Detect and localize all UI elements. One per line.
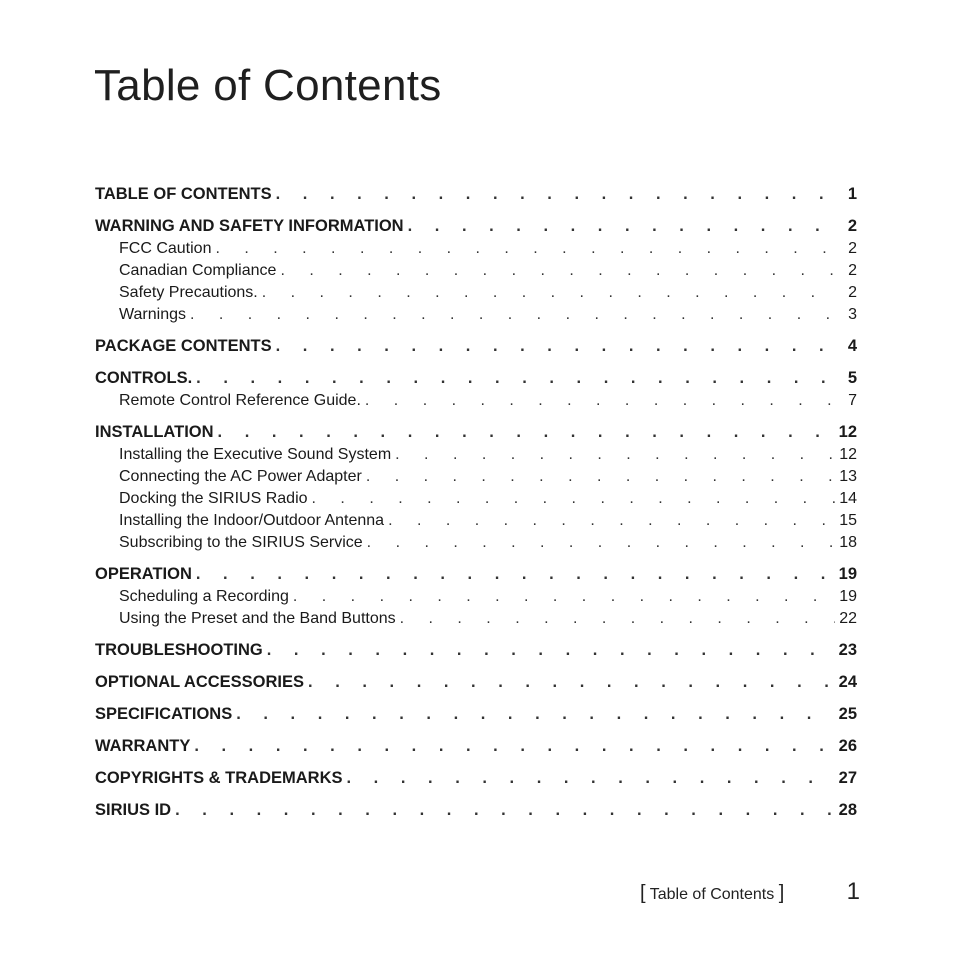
toc-subentry[interactable] bbox=[95, 468, 857, 490]
toc-subentry[interactable] bbox=[95, 306, 857, 328]
dot-leader bbox=[308, 673, 835, 692]
dot-leader bbox=[388, 512, 835, 530]
toc-entry[interactable] bbox=[95, 185, 857, 208]
toc-subentry-page-number: 3 bbox=[848, 306, 857, 323]
table-of-contents bbox=[95, 185, 857, 833]
toc-entry-page-number: 28 bbox=[838, 801, 857, 819]
toc-entry-label: TABLE OF CONTENTS bbox=[95, 185, 272, 203]
toc-section bbox=[95, 641, 857, 664]
toc-entry[interactable] bbox=[95, 337, 857, 360]
toc-entry-label: PACKAGE CONTENTS bbox=[95, 337, 272, 355]
toc-section bbox=[95, 369, 857, 414]
toc-subentry-page-number: 7 bbox=[848, 392, 857, 409]
toc-subentry-page-number: 18 bbox=[839, 534, 857, 551]
toc-section bbox=[95, 185, 857, 208]
toc-subentry[interactable] bbox=[95, 446, 857, 468]
toc-entry[interactable] bbox=[95, 769, 857, 792]
toc-entry-label: INSTALLATION bbox=[95, 423, 214, 441]
toc-subentry[interactable] bbox=[95, 512, 857, 534]
toc-subentry-page-number: 13 bbox=[839, 468, 857, 485]
toc-subentry[interactable] bbox=[95, 392, 857, 414]
dot-leader bbox=[196, 565, 835, 584]
toc-subentry-label: Canadian Compliance bbox=[119, 262, 277, 279]
toc-entry-label: WARRANTY bbox=[95, 737, 191, 755]
toc-subentry-label: Subscribing to the SIRIUS Service bbox=[119, 534, 363, 551]
toc-entry-page-number: 12 bbox=[838, 423, 857, 441]
toc-subentry-label: Warnings bbox=[119, 306, 186, 323]
toc-subentry-label: Docking the SIRIUS Radio bbox=[119, 490, 308, 507]
toc-subentry-page-number: 22 bbox=[839, 610, 857, 627]
dot-leader bbox=[395, 446, 835, 464]
dot-leader bbox=[367, 534, 836, 552]
toc-subentry[interactable] bbox=[95, 534, 857, 556]
toc-subentry-page-number: 19 bbox=[839, 588, 857, 605]
toc-subentry-page-number: 14 bbox=[839, 490, 857, 507]
dot-leader bbox=[194, 737, 834, 756]
toc-subentry[interactable] bbox=[95, 588, 857, 610]
dot-leader bbox=[408, 217, 837, 236]
toc-entry-label: CONTROLS. bbox=[95, 369, 193, 387]
toc-entry-label: OPERATION bbox=[95, 565, 192, 583]
toc-entry[interactable] bbox=[95, 565, 857, 588]
toc-section bbox=[95, 217, 857, 328]
dot-leader bbox=[215, 240, 837, 258]
page-footer bbox=[640, 880, 860, 910]
toc-entry-page-number: 23 bbox=[838, 641, 857, 659]
toc-entry-label: SIRIUS ID bbox=[95, 801, 172, 819]
toc-entry-page-number: 2 bbox=[847, 217, 857, 235]
toc-subentry-label: FCC Caution bbox=[119, 240, 212, 257]
dot-leader bbox=[276, 185, 837, 204]
toc-subentry-page-number: 2 bbox=[848, 284, 857, 301]
toc-subentry-label: Using the Preset and the Band Buttons bbox=[119, 610, 396, 627]
toc-entry[interactable] bbox=[95, 217, 857, 240]
toc-section bbox=[95, 737, 857, 760]
footer-bracket-close: ] bbox=[778, 882, 785, 904]
toc-entry-page-number: 1 bbox=[847, 185, 857, 203]
toc-entry[interactable] bbox=[95, 423, 857, 446]
toc-subentry-label: Installing the Indoor/Outdoor Antenna bbox=[119, 512, 385, 529]
toc-entry-label: COPYRIGHTS & TRADEMARKS bbox=[95, 769, 343, 787]
toc-subentry-label: Installing the Executive Sound System bbox=[119, 446, 392, 463]
toc-entry-page-number: 4 bbox=[847, 337, 857, 355]
toc-section bbox=[95, 769, 857, 792]
toc-entry-page-number: 27 bbox=[838, 769, 857, 787]
toc-subentry[interactable] bbox=[95, 490, 857, 512]
dot-leader bbox=[267, 641, 835, 660]
toc-subentry-label: Remote Control Reference Guide. bbox=[119, 392, 361, 409]
toc-entry-page-number: 5 bbox=[847, 369, 857, 387]
toc-entry-label: TROUBLESHOOTING bbox=[95, 641, 263, 659]
dot-leader bbox=[400, 610, 836, 628]
toc-section bbox=[95, 673, 857, 696]
toc-subentry[interactable] bbox=[95, 262, 857, 284]
toc-entry[interactable] bbox=[95, 673, 857, 696]
dot-leader bbox=[347, 769, 835, 788]
toc-subentry-page-number: 15 bbox=[839, 512, 857, 529]
toc-section bbox=[95, 423, 857, 556]
toc-entry-label: WARNING AND SAFETY INFORMATION bbox=[95, 217, 404, 235]
dot-leader bbox=[280, 262, 837, 280]
toc-entry[interactable] bbox=[95, 737, 857, 760]
toc-subentry-page-number: 2 bbox=[848, 262, 857, 279]
toc-entry-page-number: 25 bbox=[838, 705, 857, 723]
toc-entry-page-number: 24 bbox=[838, 673, 857, 691]
toc-subentry[interactable] bbox=[95, 284, 857, 306]
toc-subentry[interactable] bbox=[95, 610, 857, 632]
dot-leader bbox=[175, 801, 835, 820]
toc-entry-page-number: 26 bbox=[838, 737, 857, 755]
footer-page-number: 1 bbox=[846, 878, 860, 905]
toc-entry-page-number: 19 bbox=[838, 565, 857, 583]
toc-entry-label: SPECIFICATIONS bbox=[95, 705, 233, 723]
dot-leader bbox=[276, 337, 837, 356]
dot-leader bbox=[236, 705, 834, 724]
dot-leader bbox=[312, 490, 836, 508]
toc-entry[interactable] bbox=[95, 641, 857, 664]
toc-entry[interactable] bbox=[95, 705, 857, 728]
page-title: Table of Contents bbox=[94, 61, 442, 110]
dot-leader bbox=[262, 284, 837, 302]
dot-leader bbox=[366, 468, 835, 486]
toc-section bbox=[95, 705, 857, 728]
toc-subentry-page-number: 2 bbox=[848, 240, 857, 257]
toc-section bbox=[95, 337, 857, 360]
dot-leader bbox=[196, 369, 837, 388]
footer-bracket-open: [ bbox=[640, 882, 646, 904]
dot-leader bbox=[293, 588, 835, 606]
footer-section-label bbox=[640, 882, 784, 905]
dot-leader bbox=[218, 423, 835, 442]
toc-entry[interactable] bbox=[95, 801, 857, 824]
footer-label-text: Table of Contents bbox=[649, 886, 775, 903]
toc-section bbox=[95, 565, 857, 632]
toc-subentry-label: Connecting the AC Power Adapter bbox=[119, 468, 362, 485]
toc-subentry-label: Safety Precautions. bbox=[119, 284, 258, 301]
dot-leader bbox=[365, 392, 837, 410]
toc-subentry[interactable] bbox=[95, 240, 857, 262]
toc-entry[interactable] bbox=[95, 369, 857, 392]
dot-leader bbox=[190, 306, 837, 324]
toc-section bbox=[95, 801, 857, 824]
toc-subentry-page-number: 12 bbox=[839, 446, 857, 463]
toc-subentry-label: Scheduling a Recording bbox=[119, 588, 289, 605]
toc-entry-label: OPTIONAL ACCESSORIES bbox=[95, 673, 305, 691]
